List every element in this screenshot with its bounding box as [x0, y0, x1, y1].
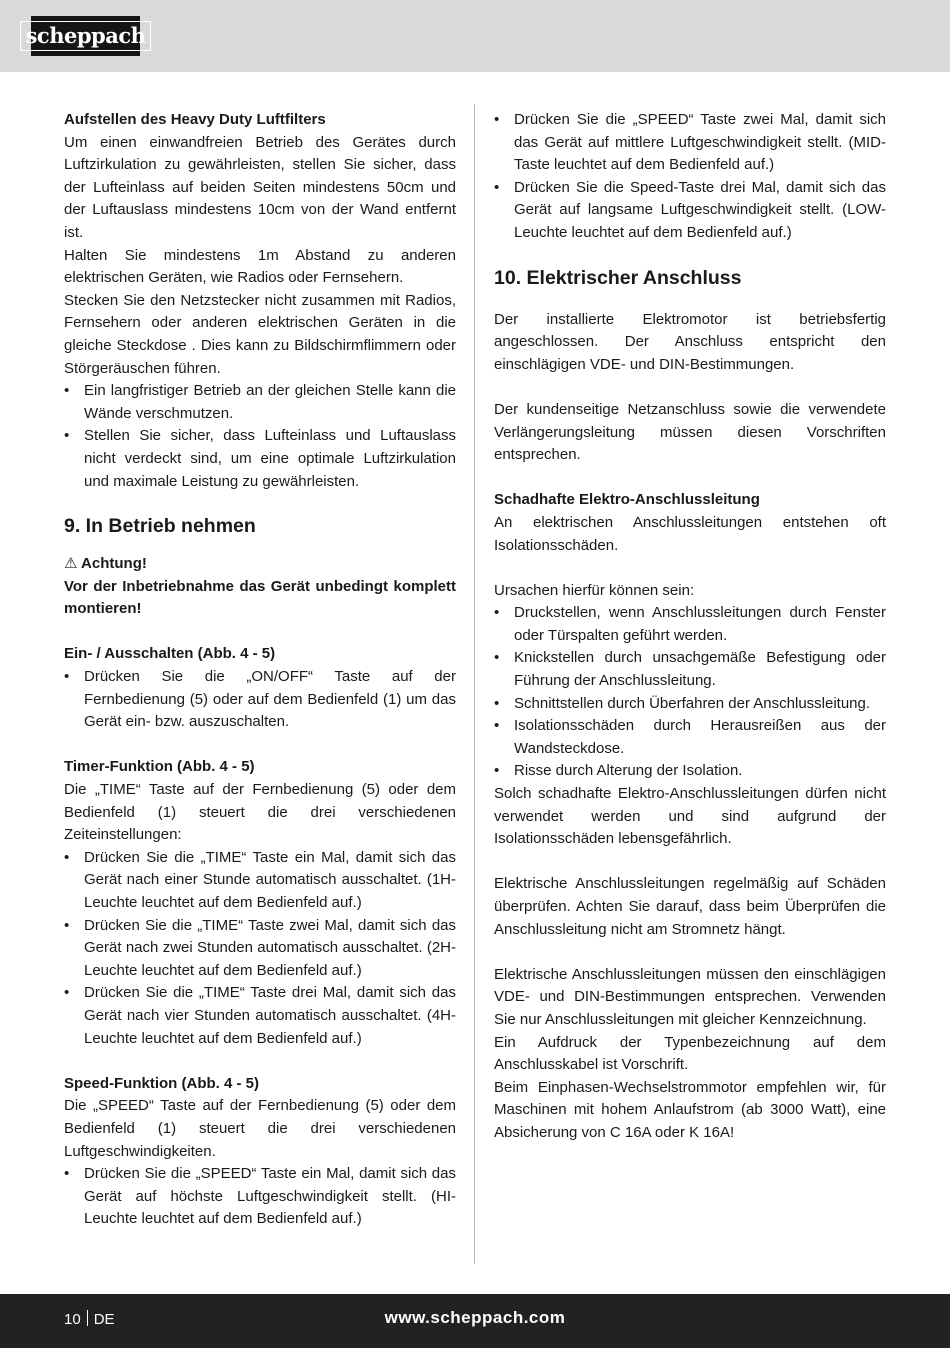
paragraph: Stecken Sie den Netzstecker nicht zusammen mit Radios, Fernsehern oder anderen elektrischen Geräten in die gleiche Steckdose . Dies kann zu Bildschirmflimmern oder Störgeräuschen führen. — [64, 291, 456, 377]
bullet-list-speed-continued — [494, 109, 886, 245]
list-item: • Schnittstellen durch Überfahren der Anschlussleitung. — [494, 693, 886, 716]
list-item: • Drücken Sie die „TIME“ Taste ein Mal, damit sich das Gerät nach einer Stunde automatisch ausschaltet. (1H-Leuchte leuchtet auf dem Bedienfeld auf.) — [64, 847, 456, 915]
paragraph: Halten Sie mindestens 1m Abstand zu anderen elektrischen Geräten, wie Radios oder Fernsehern. — [64, 246, 456, 287]
list-item: • Ein langfristiger Betrieb an der gleichen Stelle kann die Wände verschmutzen. — [64, 380, 456, 425]
section-heading-9: 9. In Betrieb nehmen — [64, 515, 256, 538]
footer-bar — [0, 1294, 950, 1348]
bullet-list-onoff — [64, 666, 456, 734]
subsection-title-cable: Schadhafte Elektro-Anschlussleitung — [494, 491, 760, 509]
subsection-title-timer: Timer-Funktion (Abb. 4 - 5) — [64, 758, 255, 776]
section-title-setup: Aufstellen des Heavy Duty Luftfilters — [64, 111, 326, 128]
header-bar — [0, 0, 950, 72]
bullet-list-timer — [64, 847, 456, 1050]
logo-text: scheppach — [20, 21, 152, 51]
list-item: • Drücken Sie die „TIME“ Taste zwei Mal, damit sich das Gerät nach zwei Stunden automatisch ausschaltet. (2H-Leuchte leuchtet auf dem Bedienfeld auf.) — [64, 915, 456, 983]
list-item: • Drücken Sie die „SPEED“ Taste zwei Mal, damit sich das Gerät auf mittlere Luftgeschwindigkeit stellt. (MID-Taste leuchtet auf dem Bedienfeld auf.) — [494, 109, 886, 177]
subsection-title-onoff: Ein- / Ausschalten (Abb. 4 - 5) — [64, 645, 276, 663]
paragraph: Elektrische Anschlussleitungen regelmäßig auf Schäden überprüfen. Achten Sie darauf, dass beim Überprüfen die Anschlussleitung nicht am Stromnetz hängt. — [494, 875, 886, 938]
page-number: 10 — [64, 1311, 81, 1328]
list-item: • Risse durch Alterung der Isolation. — [494, 760, 886, 783]
website-url: www.scheppach.com — [384, 1308, 566, 1327]
right-column — [494, 109, 886, 1145]
paragraph: Die „TIME“ Taste auf der Fernbedienung (5) oder dem Bedienfeld (1) steuert die drei verschiedenen Zeiteinstellungen: — [64, 781, 456, 844]
warning-text: Vor der Inbetriebnahme das Gerät unbedingt komplett montieren! — [64, 577, 456, 618]
list-item: • Isolationsschäden durch Herausreißen aus der Wandsteckdose. — [494, 715, 886, 760]
list-item: • Drücken Sie die „SPEED“ Taste ein Mal, damit sich das Gerät auf höchste Luftgeschwindigkeit stellt. (HI-Leuchte leuchtet auf dem Bedienfeld auf.) — [64, 1163, 456, 1231]
list-item: • Stellen Sie sicher, dass Lufteinlass und Luftauslass nicht verdeckt sind, um eine optimale Luftzirkulation und maximale Leistung zu gewährleisten. — [64, 425, 456, 493]
paragraph: Elektrische Anschlussleitungen müssen den einschlägigen VDE- und DIN-Bestimmungen entsprechen. Verwenden Sie nur Anschlussleitungen mit gleicher Kennzeichnung. — [494, 965, 886, 1028]
list-item: • Knickstellen durch unsachgemäße Befestigung oder Führung der Anschlussleitung. — [494, 647, 886, 692]
bullet-list-causes — [494, 602, 886, 783]
paragraph: Ursachen hierfür können sein: — [494, 581, 695, 599]
warning-title: ⚠ Achtung! — [64, 555, 147, 573]
paragraph: Der installierte Elektromotor ist betriebsfertig angeschlossen. Der Anschluss entspricht den einschlägigen VDE- und DIN-Bestimmungen. — [494, 310, 886, 373]
list-item: • Drücken Sie die „ON/OFF“ Taste auf der Fernbedienung (5) oder auf dem Bedienfeld (1) um das Gerät ein- bzw. auszuschalten. — [64, 666, 456, 734]
bullet-list-setup — [64, 380, 456, 493]
paragraph: An elektrischen Anschlussleitungen entstehen oft Isolationsschäden. — [494, 513, 886, 554]
subsection-title-speed: Speed-Funktion (Abb. 4 - 5) — [64, 1074, 259, 1092]
list-item: • Drücken Sie die „TIME“ Taste drei Mal, damit sich das Gerät nach vier Stunden automatisch ausschaltet. (4H-Leuchte leuchtet auf dem Bedienfeld auf.) — [64, 982, 456, 1050]
list-item: • Druckstellen, wenn Anschlussleitungen durch Fenster oder Türspalten geführt werden. — [494, 602, 886, 647]
paragraph: Der kundenseitige Netzanschluss sowie die verwendete Verlängerungsleitung müssen diesen Vorschriften entsprechen. — [494, 400, 886, 464]
paragraph: Um einen einwandfreien Betrieb des Gerätes durch Luftzirkulation zu gewährleisten, stellen Sie sicher, dass der Lufteinlass auf beiden Seiten mindestens 50cm und der Luftauslass mindestens 10cm von der Wand entfernt ist. — [64, 133, 456, 241]
bullet-list-speed — [64, 1163, 456, 1231]
paragraph: Beim Einphasen-Wechselstrommotor empfehlen wir, für Maschinen mit hohem Anlaufstrom (ab 3000 Watt), eine Absicherung von C 16A oder K 16A! — [494, 1078, 886, 1141]
brand-logo — [25, 16, 146, 56]
paragraph: Solch schadhafte Elektro-Anschlussleitungen dürfen nicht verwendet werden und sind aufgrund der Isolationsschäden lebensgefährlich. — [494, 785, 886, 848]
section-heading-10: 10. Elektrischer Anschluss — [494, 266, 742, 289]
list-item: • Drücken Sie die Speed-Taste drei Mal, damit sich das Gerät auf langsame Luftgeschwindigkeit stellt. (LOW-Leuchte leuchtet auf dem Bedienfeld auf.) — [494, 177, 886, 245]
language-code: DE — [93, 1311, 115, 1328]
paragraph: Ein Aufdruck der Typenbezeichnung auf dem Anschlusskabel ist Vorschrift. — [494, 1033, 886, 1074]
paragraph: Die „SPEED“ Taste auf der Fernbedienung (5) oder dem Bedienfeld (1) steuert die drei verschiedenen Luftgeschwindigkeiten. — [64, 1097, 456, 1160]
column-divider — [474, 104, 475, 1264]
left-column — [64, 109, 456, 1231]
